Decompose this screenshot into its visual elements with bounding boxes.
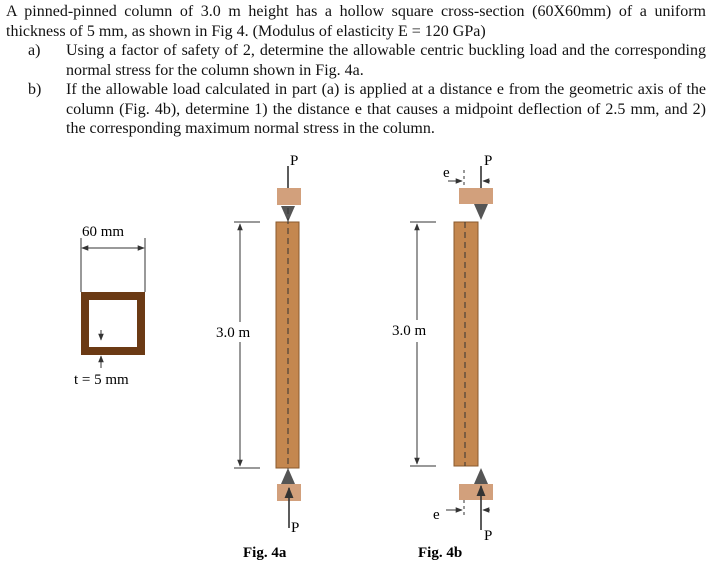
fig-4a — [216, 153, 301, 561]
fig4b-caption: Fig. 4b — [418, 545, 463, 561]
section-thickness-label: t = 5 mm — [74, 372, 129, 388]
part-b-label: b) — [28, 81, 42, 98]
section-hollow-interior — [89, 300, 137, 347]
part-b-text: If the allowable load calculated in part (a) is applied at a distance e from the geometric axis of the column (Fig. 4b), determine 1) the distance e that causes a midpoint deflection of 2.5 mm, and 2) the corresponding maximum normal stress in the column. — [66, 81, 706, 137]
fig4b-top-load-label: P — [484, 153, 493, 169]
fig4b-column — [454, 222, 478, 466]
fig4b-bottom-pin — [474, 468, 488, 484]
fig4a-caption: Fig. 4a — [243, 545, 287, 561]
fig4a-top-bearing — [277, 188, 301, 205]
problem-intro: A pinned-pinned column of 3.0 m height has a hollow square cross-section (60X60mm) of a uniform thickness of 5 mm, as shown in Fig 4. (Modulus of elasticity E = 120 GPa) — [6, 3, 706, 40]
fig4b-top-ecc-label: e — [443, 165, 450, 181]
fig4a-bottom-pin — [281, 468, 295, 484]
fig4a-bottom-load-label: P — [291, 520, 300, 536]
section-width-label: 60 mm — [82, 224, 125, 240]
fig4b-top-bearing — [459, 188, 493, 204]
fig4b-bottom-bearing — [459, 484, 493, 500]
fig4b-bottom-ecc-label: e — [433, 507, 440, 523]
fig4a-top-load-label: P — [290, 153, 299, 169]
fig4b-top-pin — [474, 204, 488, 220]
cross-section-figure — [74, 224, 145, 388]
part-a-label: a) — [28, 42, 41, 59]
fig4a-height-label: 3.0 m — [216, 325, 251, 341]
fig4b-bottom-load-label: P — [484, 528, 493, 544]
part-a-text: Using a factor of safety of 2, determine the allowable centric buckling load and the corresponding normal stress for the column shown in Fig. 4a. — [66, 42, 706, 79]
fig4b-height-label: 3.0 m — [392, 323, 427, 339]
fig-4b — [392, 153, 493, 561]
